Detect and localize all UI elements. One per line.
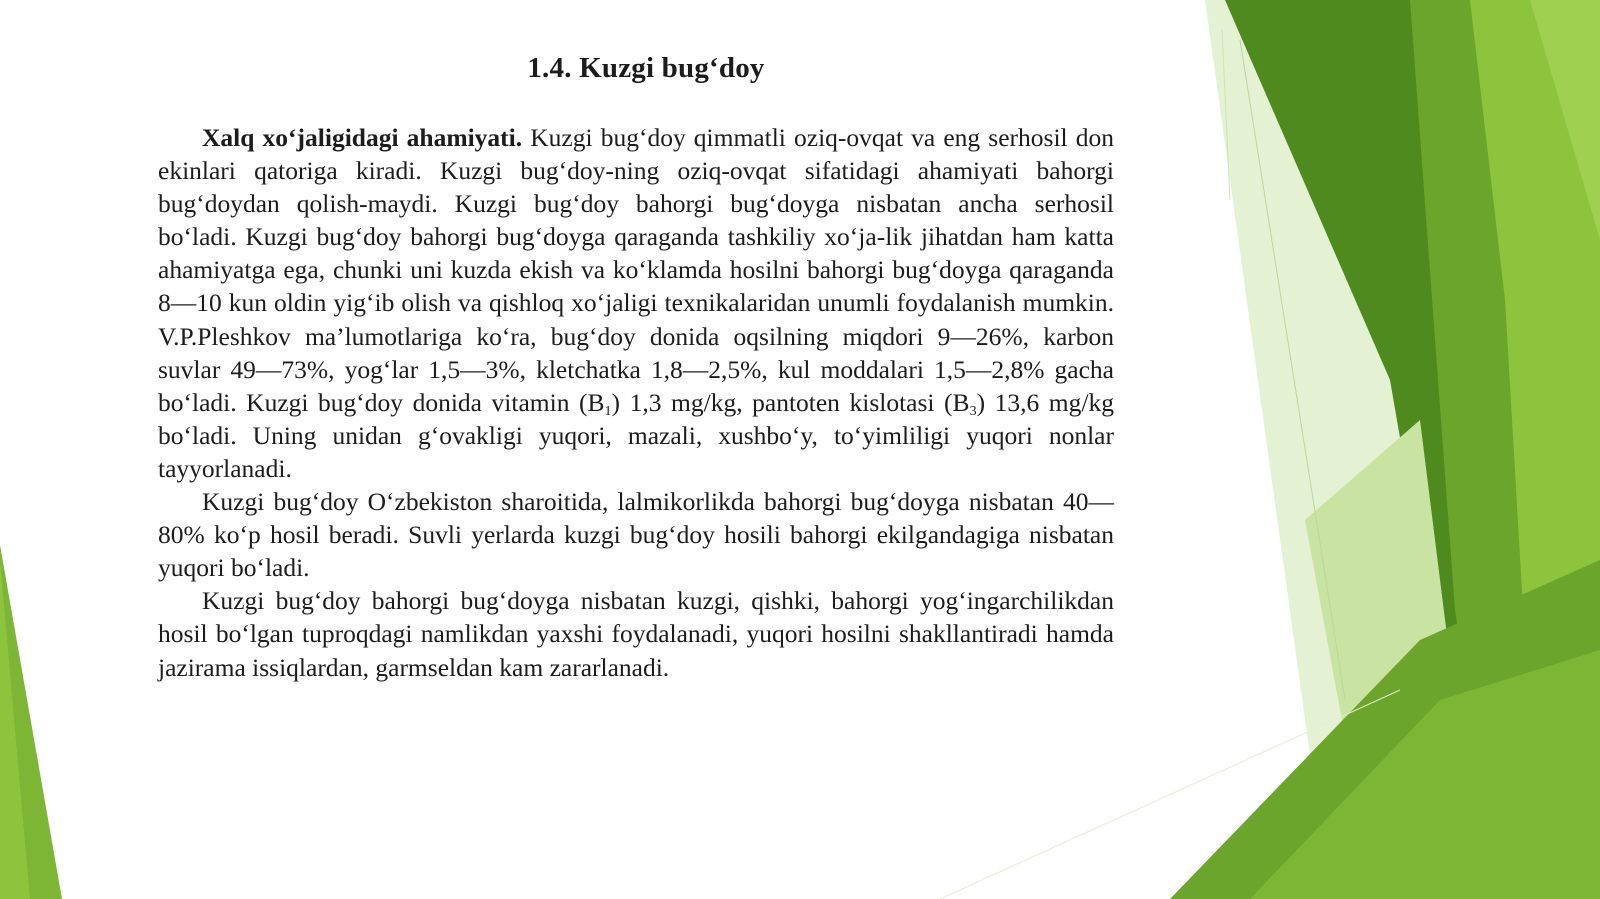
paragraph-3: Kuzgi bug‘doy bahorgi bug‘doyga nisbatan kuzgi, qishki, bahorgi yog‘ingarchilikdan hosil bo‘lgan tuproqdagi namlikdan yaxshi foydalanadi, yuqori hosilni shakllantiradi hamda jazirama issiqlardan, garmseldan kam zararlanadi. (158, 586, 1114, 682)
paragraph-2: Kuzgi bug‘doy O‘zbekiston sharoitida, lalmikorlikda bahorgi bug‘doyga nisbatan 40—80% ko‘p hosil beradi. Suvli yerlarda kuzgi bug‘doy hosili bahorgi ekilgandagiga nisbatan yuqori bo‘ladi. (158, 487, 1114, 583)
paragraph-1-text-a: Kuzgi bug‘doy qimmatli oziq-ovqat va eng serhosil don ekinlari qatoriga kiradi. Kuzgi bug‘doy-ning oziq-ovqat sifatidagi ahamiyati bahorgi bug‘doydan qolish-maydi. Kuzgi bug‘doy bahorgi bug‘doyga nisbatan ancha serhosil bo‘ladi. Kuzgi bug‘doy bahorgi bug‘doyga qaraganda tashkiliy xo‘ja-lik jihatdan ham katta ahamiyatga ega, chunki uni kuzda ekish va ko‘klamda hosilni bahorgi bug‘doyga qaraganda 8—10 kun oldin yig‘ib olish va qishloq xo‘jaligi texnikalaridan unumli foydalanish mumkin. V.P.Pleshkov ma’lumotlariga ko‘ra, bug‘doy donida oqsilning miqdori 9—26%, karbon suvlar 49—73%, yog‘lar 1,5—3%, kletchatka 1,8—2,5%, kul moddalari 1,5—2,8% gacha bo‘ladi. Kuzgi bug‘doy donida vitamin (B (158, 123, 1114, 417)
subscript-b3: 3 (969, 403, 977, 419)
paragraph-1 (158, 121, 1114, 485)
paragraph-1-text-c: ) 13,6 mg/kg bo‘ladi. Uning unidan g‘ovakligi yuqori, mazali, xushbo‘y, to‘yimliligi yuqori nonlar tayyorlanadi. (158, 387, 1114, 483)
document-content (158, 52, 1114, 684)
paragraph-1-text-b: ) 1,3 mg/kg, pantoten kislotasi (B (611, 387, 970, 417)
section-title: 1.4. Kuzgi bug‘doy (527, 52, 765, 84)
subscript-b1: 1 (604, 403, 612, 419)
paragraph-lead: Xalq xo‘jaligidagi ahamiyati. (202, 123, 523, 152)
